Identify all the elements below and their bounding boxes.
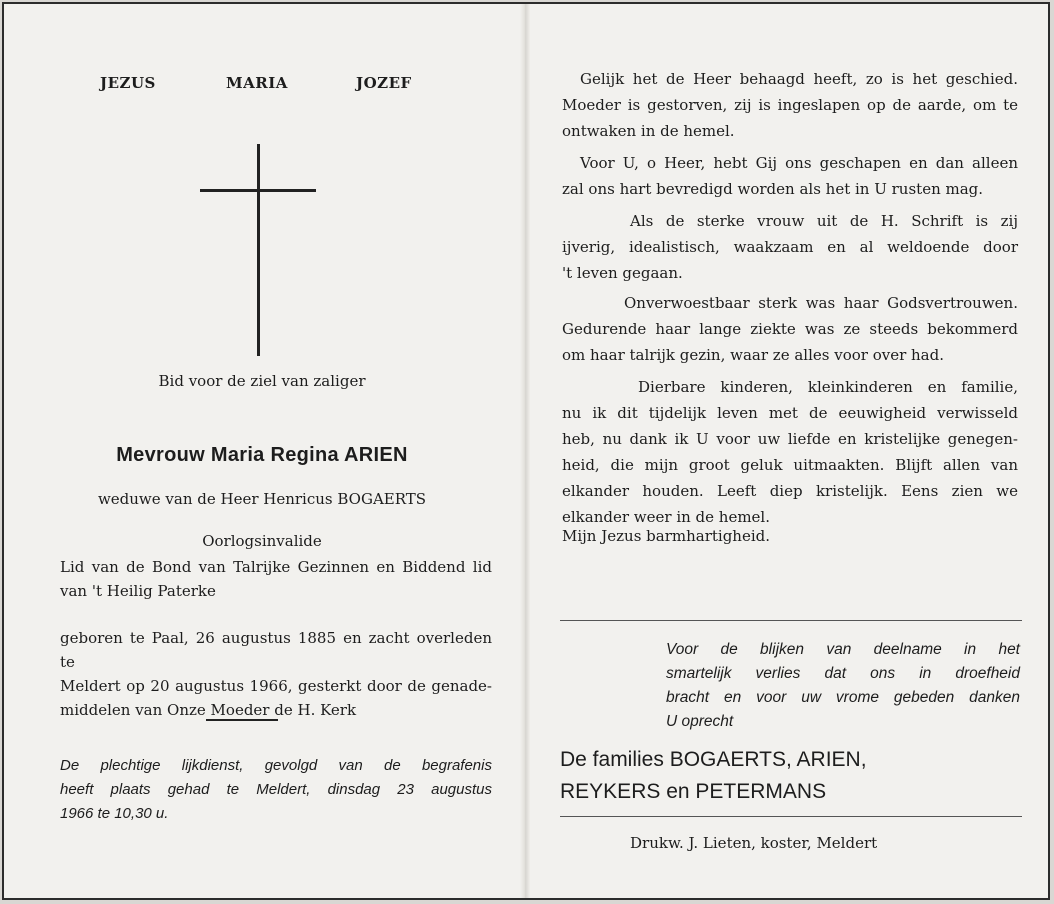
verse-line: Onverwoestbaar sterk was haar Godsvertrouwen. xyxy=(624,294,1018,312)
verse-line: Gedurende haar lange ziekte was ze steeds bekommerd xyxy=(562,320,1018,338)
center-fold xyxy=(520,4,530,898)
verse-line: nu ik dit tijdelijk leven met de eeuwigheid verwisseld xyxy=(562,404,1018,422)
verse-line: ontwaken in de hemel. xyxy=(562,122,735,140)
birth-death-line: Meldert op 20 augustus 1966, gesterkt door de genade- xyxy=(60,677,492,695)
verse-line: heb, nu dank ik U voor uw liefde en kristelijke genegen- xyxy=(562,430,1018,448)
birth-death-line: middelen van Onze Moeder de H. Kerk xyxy=(60,701,357,719)
families-line: De families BOGAERTS, ARIEN, xyxy=(560,748,867,771)
thanks-line: Voor de blijken van deelname in het xyxy=(666,641,1020,658)
verse-line: Moeder is gestorven, zij is ingeslapen op de aarde, om te xyxy=(562,96,1018,114)
holy-family-names xyxy=(100,74,430,98)
birth-death-line: geboren te Paal, 26 augustus 1885 en zacht overleden te xyxy=(60,629,492,671)
verse-4 xyxy=(562,290,1018,368)
divider-line-bottom xyxy=(560,816,1022,817)
verse-line: ijverig, idealistisch, waakzaam en al weldoende door xyxy=(562,238,1018,256)
verse-line: Voor U, o Heer, hebt Gij ons geschapen en dan alleen xyxy=(580,154,1018,172)
left-panel xyxy=(4,4,520,898)
closing-prayer xyxy=(562,523,1018,549)
verse-5 xyxy=(562,374,1018,530)
funeral-line: 1966 te 10,30 u. xyxy=(60,805,169,822)
verse-line: elkander houden. Leeft diep kristelijk. Eens zien we xyxy=(562,482,1018,500)
cross-icon-bar xyxy=(200,189,316,192)
divider-rule xyxy=(206,719,278,721)
verse-3 xyxy=(562,208,1018,286)
funeral-line: heeft plaats gehad te Meldert, dinsdag 23 augustus xyxy=(60,781,492,798)
verse-1 xyxy=(562,66,1018,144)
membership-line: Lid van de Bond van Talrijke Gezinnen en Biddend lid xyxy=(60,558,492,576)
thanks-line: bracht en voor uw vrome gebeden danken xyxy=(666,689,1020,706)
widow-line: weduwe van de Heer Henricus BOGAERTS xyxy=(97,490,427,508)
families-signature xyxy=(560,744,1020,808)
membership-line: van 't Heilig Paterke xyxy=(60,582,216,600)
verse-line: om haar talrijk gezin, waar ze alles voor over had. xyxy=(562,346,944,364)
funeral-text xyxy=(60,754,492,826)
name-maria: MARIA xyxy=(226,74,288,92)
verse-line: Als de sterke vrouw uit de H. Schrift is zij xyxy=(630,212,1018,230)
verse-line: Dierbare kinderen, kleinkinderen en familie, xyxy=(638,378,1018,396)
deceased-name: Mevrouw Maria Regina ARIEN xyxy=(116,444,408,466)
membership-text xyxy=(60,555,492,603)
cross-icon xyxy=(257,144,260,356)
divider-line-top xyxy=(560,620,1022,621)
thanks-line: U oprecht xyxy=(666,713,734,730)
pray-line: Bid voor de ziel van zaliger xyxy=(158,372,366,390)
verse-line: elkander weer in de hemel. xyxy=(562,508,770,526)
families-line: REYKERS en PETERMANS xyxy=(560,780,827,803)
funeral-line: De plechtige lijkdienst, gevolgd van de begrafenis xyxy=(60,757,492,774)
closing-prayer-line: Mijn Jezus barmhartigheid. xyxy=(562,527,771,545)
verse-line: 't leven gegaan. xyxy=(562,264,683,282)
thanks-text xyxy=(666,638,1020,734)
name-jozef: JOZEF xyxy=(356,74,412,92)
printer-credit: Drukw. J. Lieten, koster, Meldert xyxy=(630,834,878,852)
memorial-card xyxy=(2,2,1050,900)
war-invalid: Oorlogsinvalide xyxy=(202,532,322,550)
thanks-line: smartelijk verlies dat ons in droefheid xyxy=(666,665,1020,682)
verse-line: Gelijk het de Heer behaagd heeft, zo is het geschied. xyxy=(580,70,1018,88)
verse-2 xyxy=(562,150,1018,202)
birth-death-text xyxy=(60,626,492,722)
right-panel xyxy=(530,4,1050,898)
verse-line: heid, die mijn groot geluk uitmaakten. Blijft allen van xyxy=(562,456,1018,474)
name-jezus: JEZUS xyxy=(100,74,156,92)
verse-line: zal ons hart bevredigd worden als het in U rusten mag. xyxy=(562,180,984,198)
